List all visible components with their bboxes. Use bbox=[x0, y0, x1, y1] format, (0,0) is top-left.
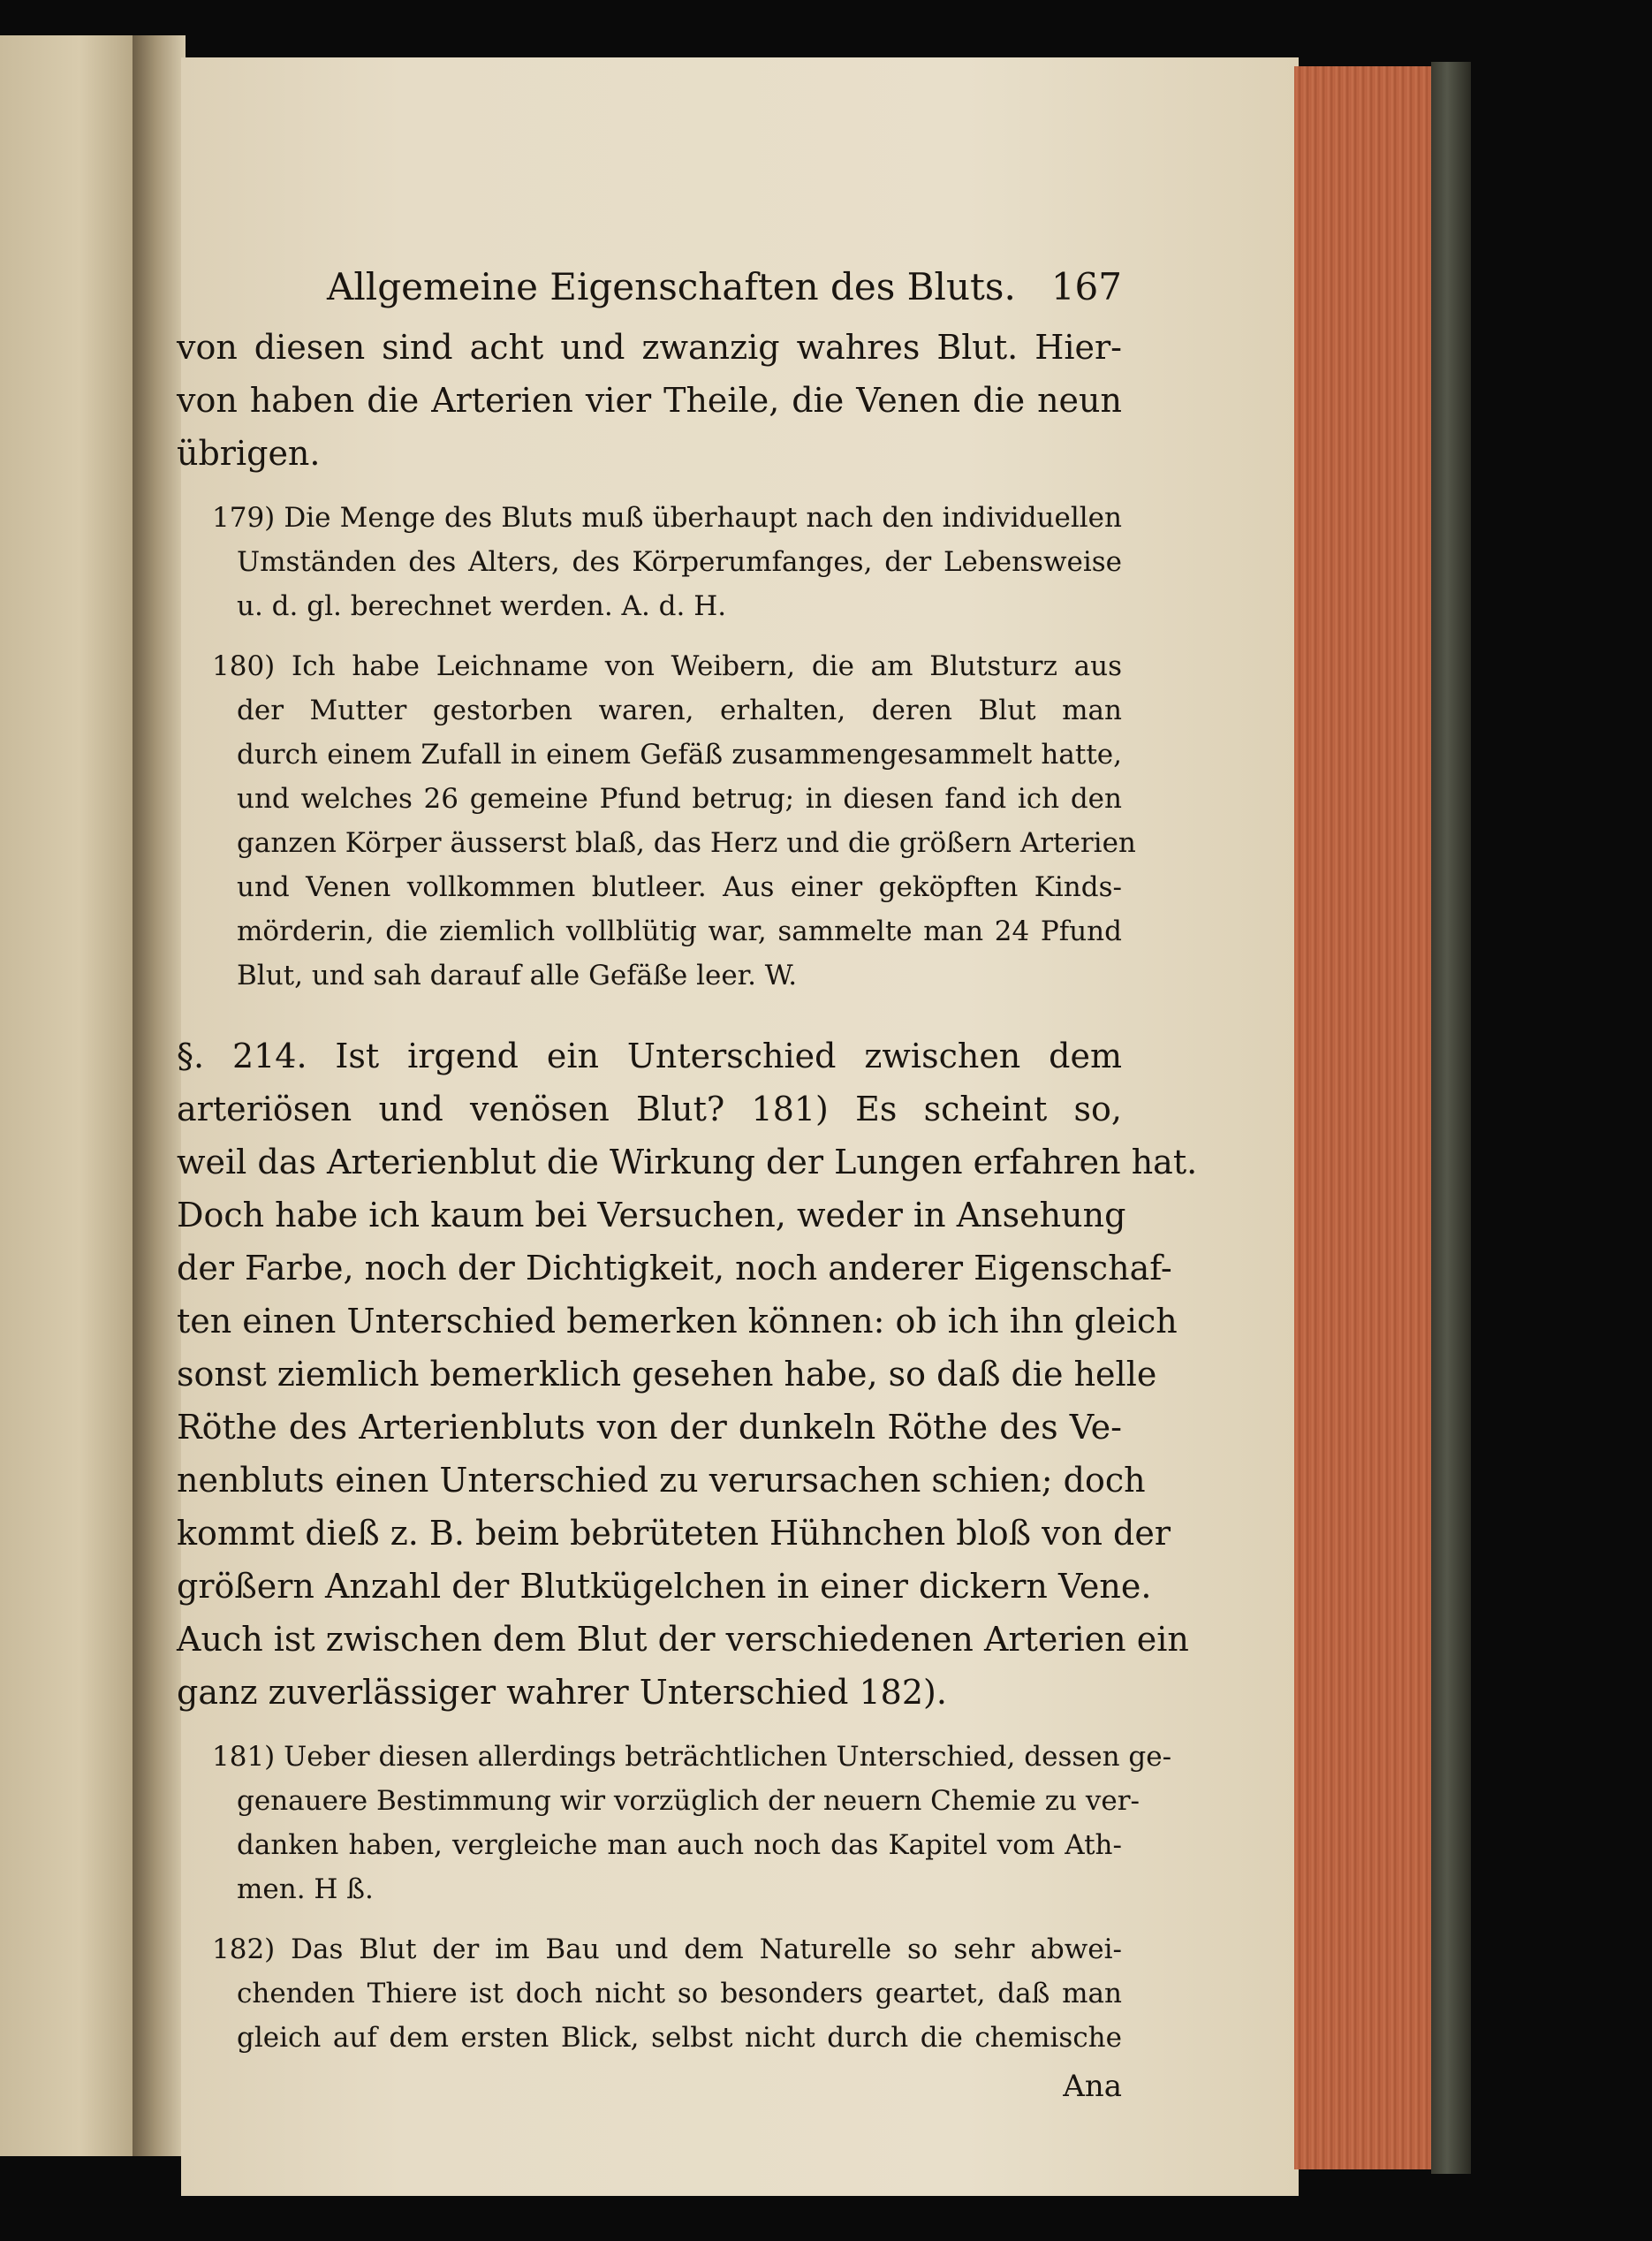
text-line: nenbluts einen Unterschied zu verursachen schien; doch bbox=[177, 1461, 1146, 1500]
page-text bbox=[177, 265, 1198, 2104]
footnote-line: mörderin, die ziemlich vollblütig war, sammelte man 24 Pfund bbox=[237, 915, 1122, 947]
footnote-line: 181) Ueber diesen allerdings beträchtlichen Unterschied, dessen ge- bbox=[212, 1741, 1172, 1773]
text-line: ganz zuverlässiger wahrer Unterschied 182). bbox=[177, 1673, 947, 1712]
left-page-edge bbox=[0, 35, 133, 2156]
section-214 bbox=[177, 1029, 1198, 1719]
footnote-line: und Venen vollkommen blutleer. Aus einer geköpften Kinds- bbox=[237, 871, 1122, 903]
text-line: von diesen sind acht und zwanzig wahres Blut. Hier- bbox=[177, 328, 1122, 367]
footnote-179 bbox=[177, 496, 1122, 628]
footnote-181 bbox=[177, 1735, 1172, 1911]
text-line: größern Anzahl der Blutkügelchen in einer dickern Vene. bbox=[177, 1567, 1152, 1606]
footnote-line: Blut, und sah darauf alle Gefäße leer. W. bbox=[237, 960, 798, 991]
text-line: arteriösen und venösen Blut? 181) Es scheint so, bbox=[177, 1090, 1122, 1128]
text-line: kommt dieß z. B. beim bebrüteten Hühnchen bloß von der bbox=[177, 1514, 1171, 1553]
running-header bbox=[327, 265, 1122, 308]
catchword: Ana bbox=[1063, 2069, 1122, 2104]
top-paragraph bbox=[177, 321, 1122, 480]
footnote-line: Umständen des Alters, des Körperumfanges, der Lebensweise bbox=[237, 546, 1122, 578]
book-cover-edge bbox=[1431, 62, 1471, 2174]
text-line: ten einen Unterschied bemerken können: ob ich ihn gleich bbox=[177, 1302, 1178, 1341]
footnote-line: gleich auf dem ersten Blick, selbst nicht durch die chemische bbox=[237, 2022, 1122, 2054]
page-block-edges bbox=[1294, 66, 1436, 2169]
footnote-line: und welches 26 gemeine Pfund betrug; in diesen fand ich den bbox=[237, 783, 1122, 815]
footnote-line: durch einem Zufall in einem Gefäß zusammengesammelt hatte, bbox=[237, 739, 1122, 771]
running-title: Allgemeine Eigenschaften des Bluts. bbox=[327, 265, 1016, 308]
page-number: 167 bbox=[1050, 265, 1122, 308]
text-line: Auch ist zwischen dem Blut der verschiedenen Arterien ein bbox=[177, 1620, 1189, 1659]
text-line: Röthe des Arterienbluts von der dunkeln Röthe des Ve- bbox=[177, 1408, 1122, 1447]
footnote-line: 182) Das Blut der im Bau und dem Naturelle so sehr abwei- bbox=[212, 1933, 1122, 1965]
footnote-line: 179) Die Menge des Bluts muß überhaupt nach den individuellen bbox=[212, 502, 1122, 534]
footnote-line: chenden Thiere ist doch nicht so besonders geartet, daß man bbox=[237, 1978, 1122, 2009]
text-line: weil das Arterienblut die Wirkung der Lungen erfahren hat. bbox=[177, 1143, 1198, 1181]
footnote-line: der Mutter gestorben waren, erhalten, deren Blut man bbox=[237, 695, 1122, 726]
footnote-180 bbox=[177, 644, 1136, 998]
text-line: von haben die Arterien vier Theile, die Venen die neun bbox=[177, 381, 1122, 420]
text-line: sonst ziemlich bemerklich gesehen habe, so daß die helle bbox=[177, 1355, 1157, 1394]
footnote-line: men. H ß. bbox=[237, 1873, 374, 1905]
footnote-line: 180) Ich habe Leichname von Weibern, die am Blutsturz aus bbox=[212, 650, 1122, 682]
text-line: der Farbe, noch der Dichtigkeit, noch anderer Eigenschaf- bbox=[177, 1249, 1172, 1288]
footnote-line: ganzen Körper äusserst blaß, das Herz und die größern Arterien bbox=[237, 827, 1136, 859]
text-line: §. 214. Ist irgend ein Unterschied zwischen dem bbox=[177, 1037, 1122, 1075]
footnote-182 bbox=[177, 1927, 1122, 2060]
text-line: übrigen. bbox=[177, 434, 321, 473]
footnote-line: u. d. gl. berechnet werden. A. d. H. bbox=[237, 590, 727, 622]
footnote-line: genauere Bestimmung wir vorzüglich der neuern Chemie zu ver- bbox=[237, 1785, 1140, 1817]
footnote-line: danken haben, vergleiche man auch noch das Kapitel vom Ath- bbox=[237, 1829, 1122, 1861]
text-line: Doch habe ich kaum bei Versuchen, weder in Ansehung bbox=[177, 1196, 1126, 1234]
